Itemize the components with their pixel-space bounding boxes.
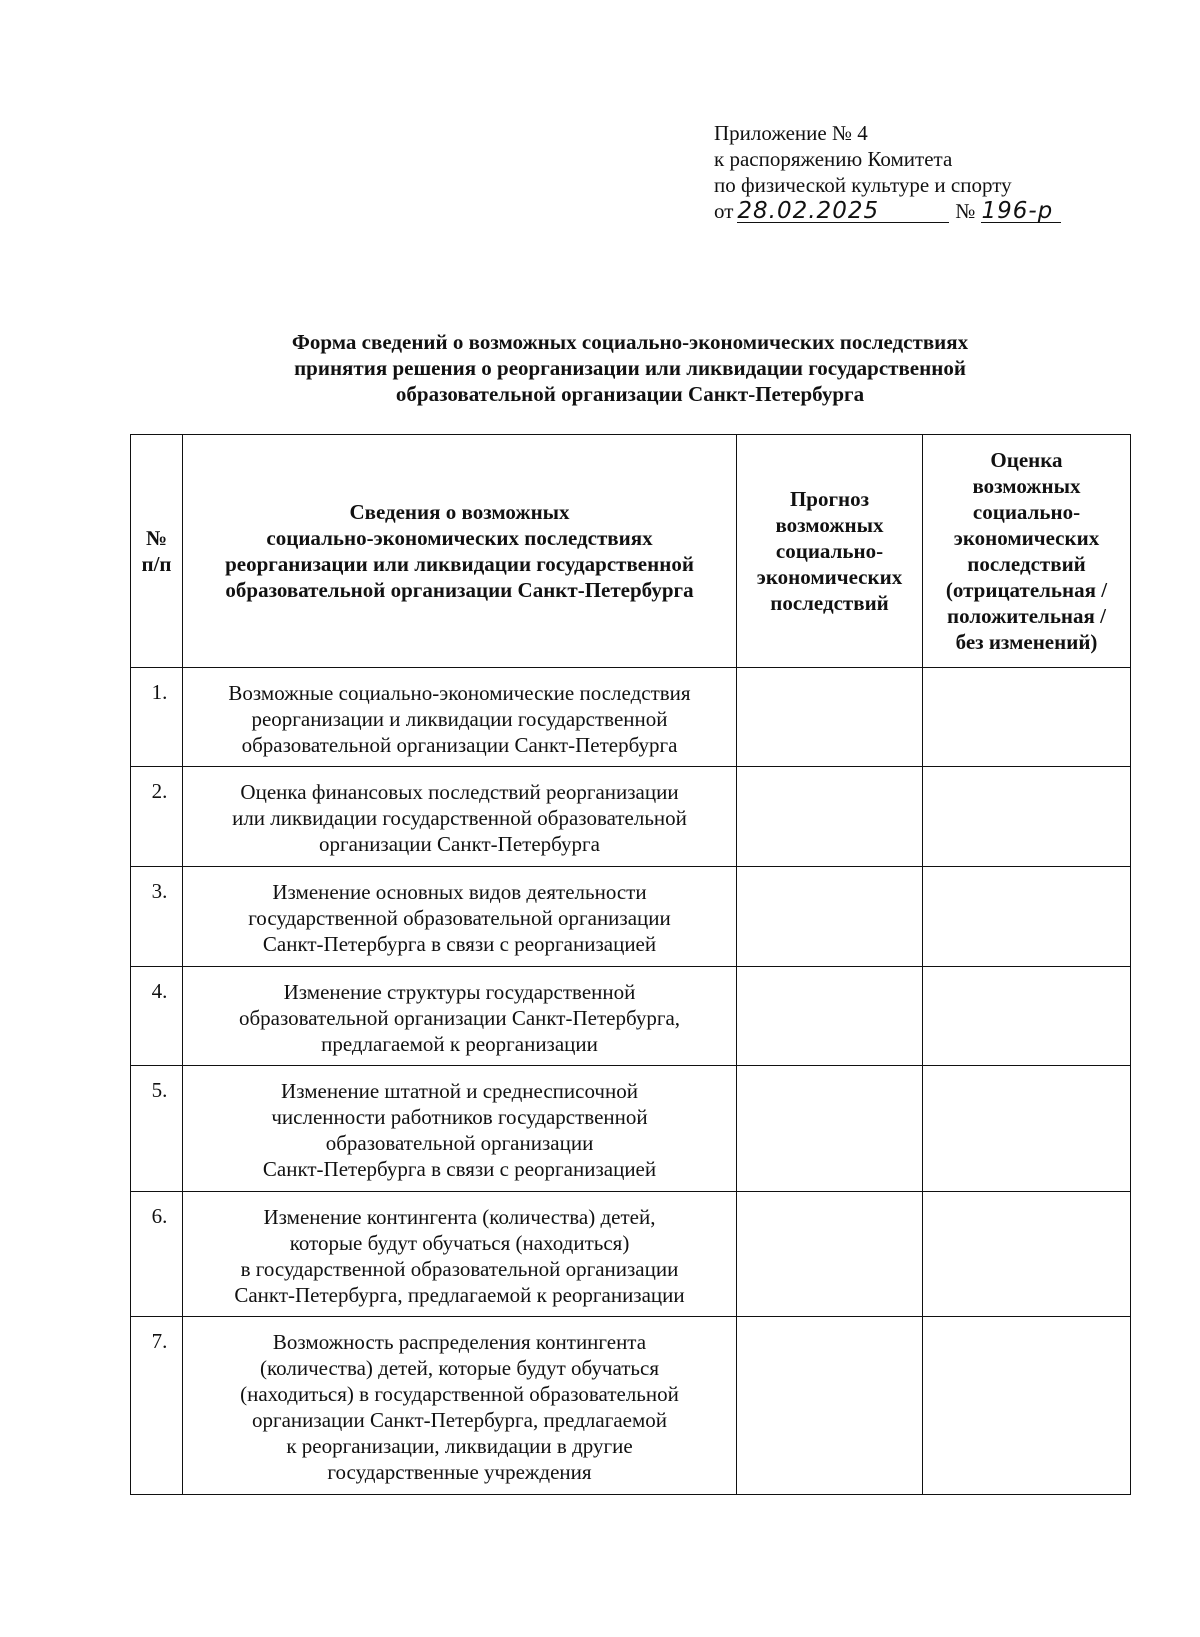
handwritten-number: 196-р — [981, 198, 1054, 224]
table-row — [131, 1317, 1131, 1495]
forecast-cell — [737, 668, 923, 767]
appendix-line-1: Приложение № 4 — [714, 121, 868, 145]
forecast-cell — [737, 1317, 923, 1495]
date-prefix: от — [714, 199, 734, 223]
row-text: Возможные социально-экономические последствия реорганизации и ликвидации государственной образовательной организации Санкт-Петербурга — [183, 668, 737, 767]
forecast-cell — [737, 867, 923, 967]
table-row — [131, 1066, 1131, 1192]
row-number: 1. — [131, 668, 183, 767]
forecast-cell — [737, 967, 923, 1066]
table-header-row — [131, 435, 1131, 668]
order-date-number-line — [714, 198, 1061, 224]
assessment-cell — [923, 867, 1131, 967]
assessment-cell — [923, 1317, 1131, 1495]
assessment-cell — [923, 767, 1131, 867]
row-text: Изменение структуры государственной образовательной организации Санкт-Петербурга, предлагаемой к реорганизации — [183, 967, 737, 1066]
row-text: Изменение штатной и среднесписочной численности работников государственной образовательной организации Санкт-Петербурга в связи с реорганизацией — [183, 1066, 737, 1192]
assessment-cell — [923, 967, 1131, 1066]
row-text: Изменение основных видов деятельности государственной образовательной организации Санкт-Петербурга в связи с реорганизацией — [183, 867, 737, 967]
document-title: Форма сведений о возможных социально-экономических последствиях принятия решения о реорганизации или ликвидации государственной образовательной организации Санкт-Петербурга — [291, 330, 969, 406]
table-row — [131, 767, 1131, 867]
row-text: Оценка финансовых последствий реорганизации или ликвидации государственной образовательной организации Санкт-Петербурга — [183, 767, 737, 867]
row-text: Возможность распределения контингента (количества) детей, которые будут обучаться (находиться) в государственной образовательной организации Санкт-Петербурга, предлагаемой к реорганизации, ликвидации в другие государственные учреждения — [183, 1317, 737, 1495]
row-number: 4. — [131, 967, 183, 1066]
row-number: 2. — [131, 767, 183, 867]
header-info: Сведения о возможных социально-экономических последствиях реорганизации или ликвидации государственной образовательной организации Санкт-Петербурга — [183, 435, 737, 668]
table-row — [131, 967, 1131, 1066]
forecast-cell — [737, 1066, 923, 1192]
row-number: 3. — [131, 867, 183, 967]
number-prefix: № — [955, 199, 976, 223]
row-number: 5. — [131, 1066, 183, 1192]
assessment-cell — [923, 1066, 1131, 1192]
row-text: Изменение контингента (количества) детей, которые будут обучаться (находиться) в государственной образовательной организации Санкт-Петербурга, предлагаемой к реорганизации — [183, 1192, 737, 1317]
table-row — [131, 1192, 1131, 1317]
header-number: № п/п — [131, 435, 183, 668]
header-assessment: Оценка возможных социально- экономических последствий (отрицательная / положительная / без изменений) — [923, 435, 1131, 668]
forecast-cell — [737, 767, 923, 867]
assessment-cell — [923, 668, 1131, 767]
consequences-form-table — [130, 434, 1131, 1495]
table-row — [131, 668, 1131, 767]
forecast-cell — [737, 1192, 923, 1317]
row-number: 7. — [131, 1317, 183, 1495]
handwritten-date: 28.02.2025 — [737, 198, 880, 224]
row-number: 6. — [131, 1192, 183, 1317]
table-row — [131, 867, 1131, 967]
appendix-block — [714, 120, 1061, 224]
appendix-line-2: к распоряжению Комитета — [714, 147, 953, 171]
appendix-line-3: по физической культуре и спорту — [714, 173, 1012, 197]
assessment-cell — [923, 1192, 1131, 1317]
header-forecast: Прогноз возможных социально- экономических последствий — [737, 435, 923, 668]
